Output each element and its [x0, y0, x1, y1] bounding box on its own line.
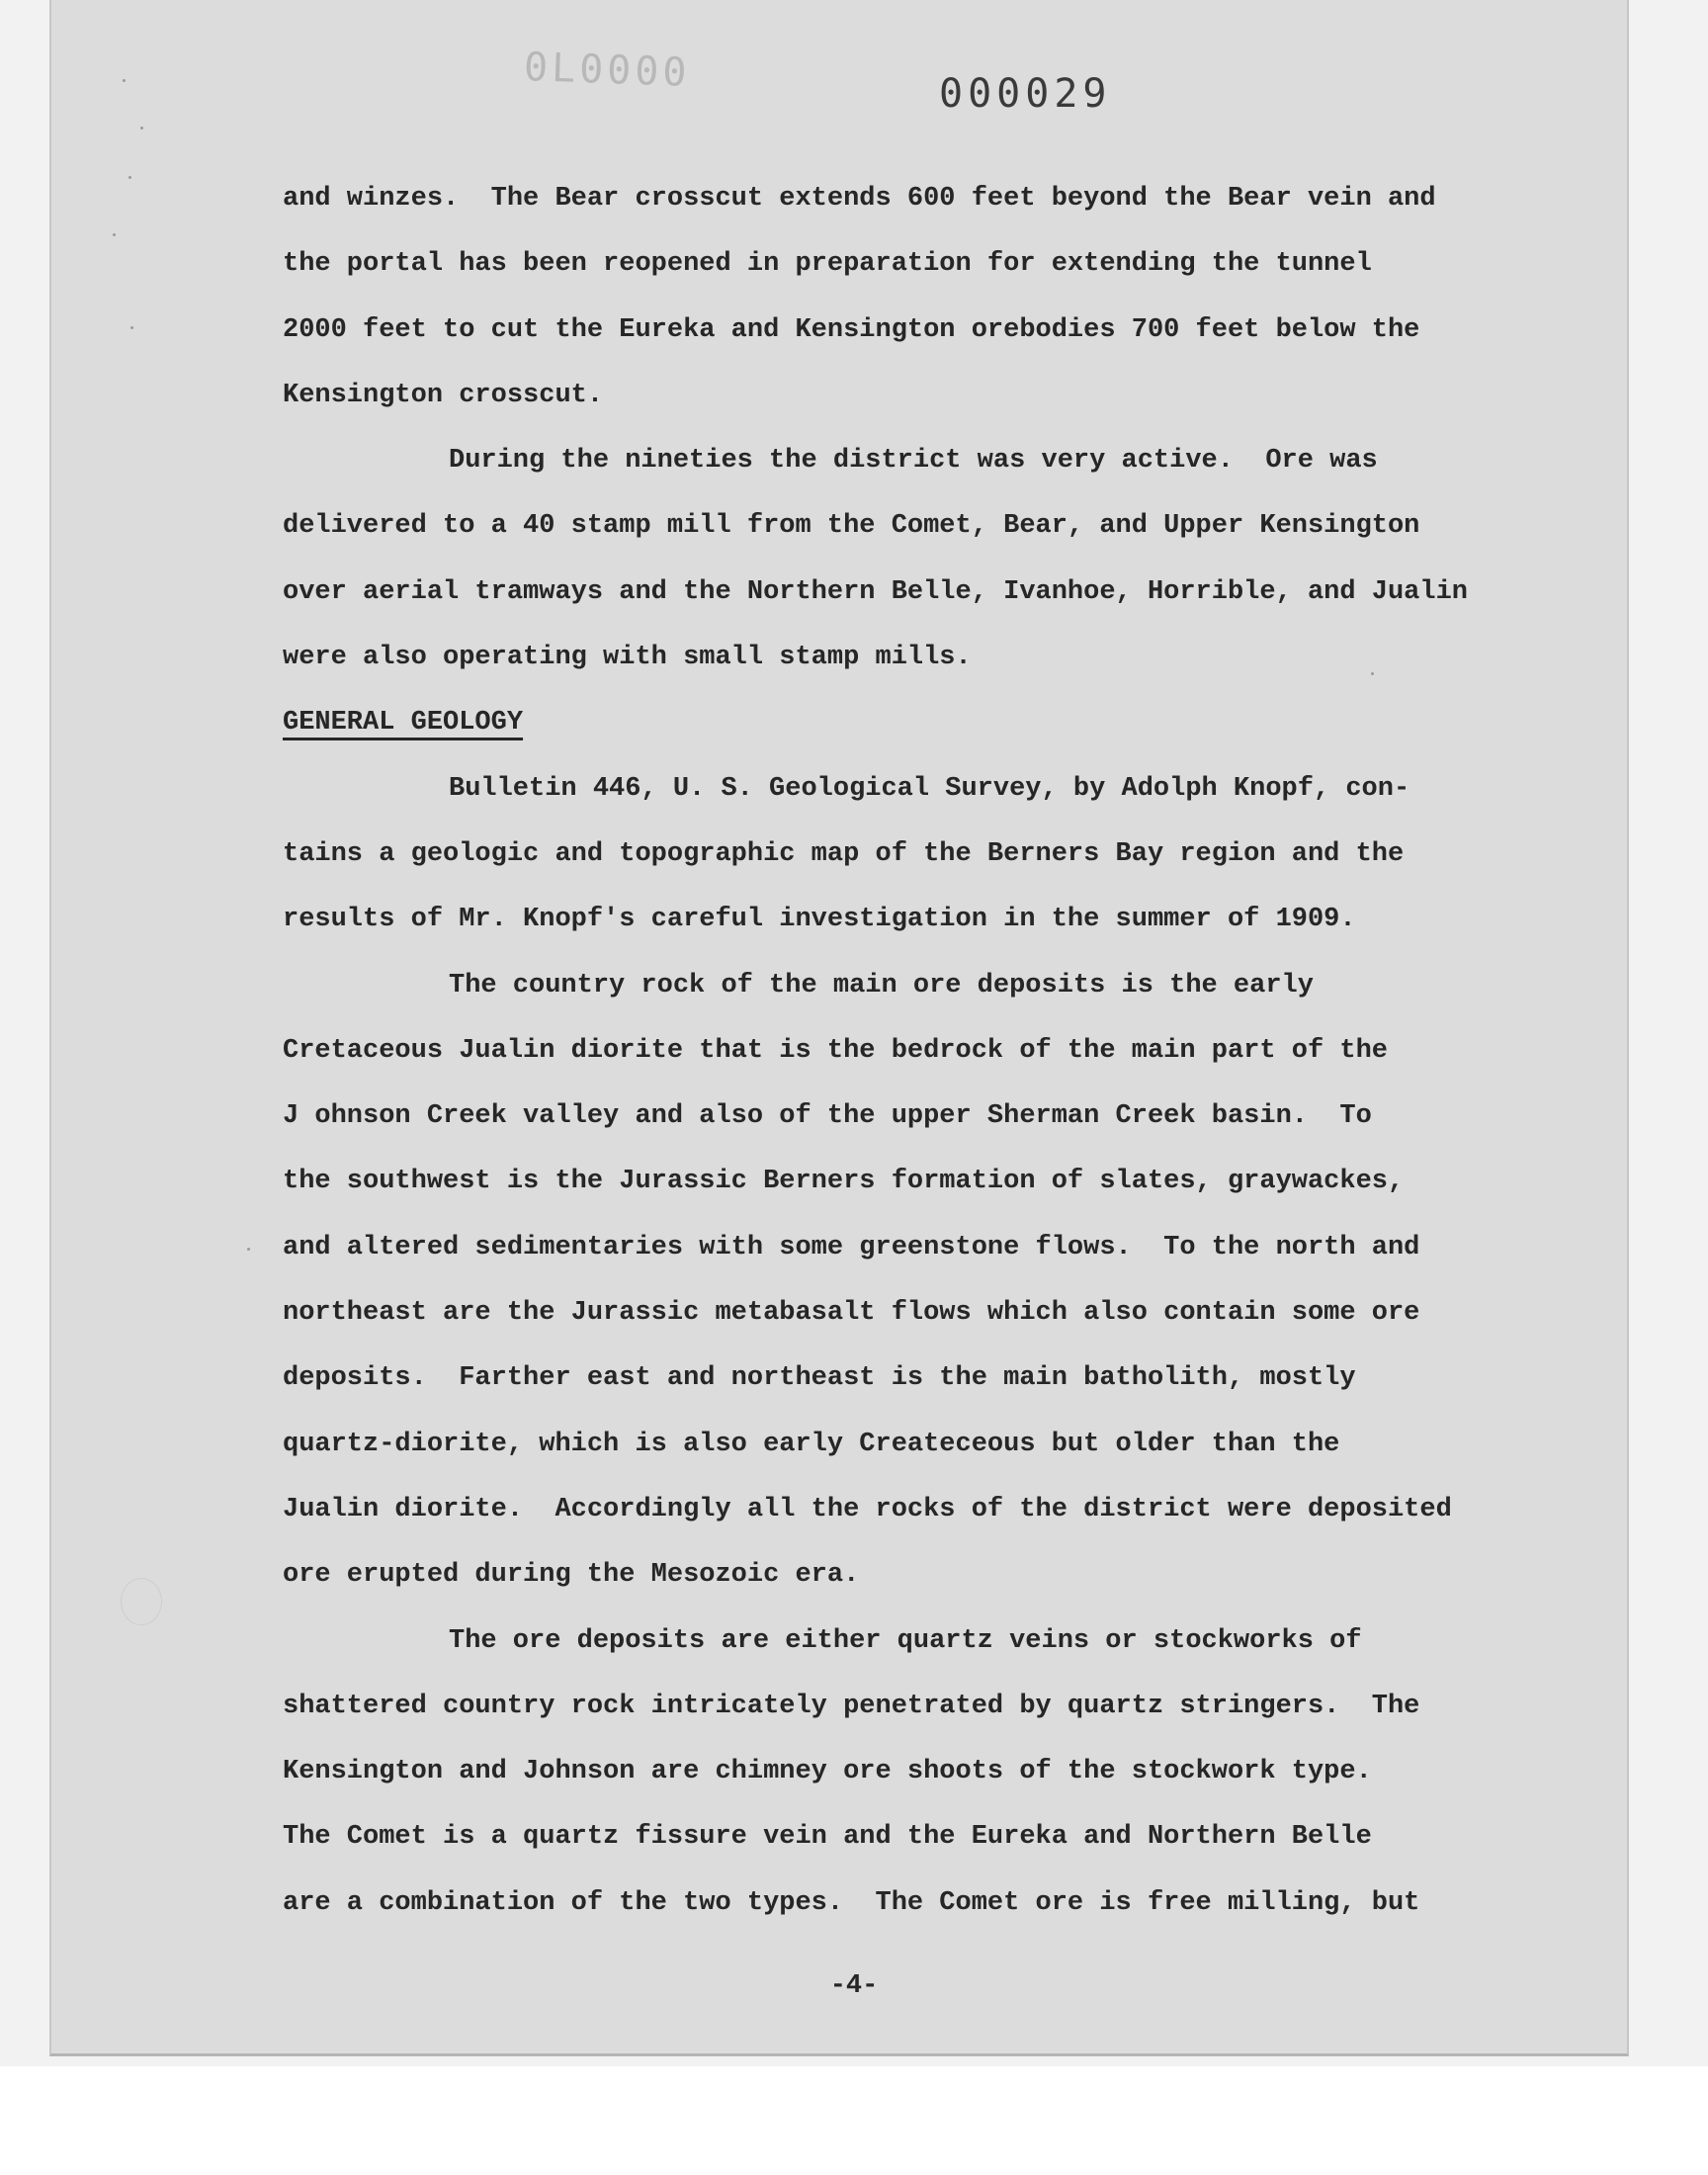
scan-smudge	[121, 1578, 162, 1625]
scan-speck	[130, 326, 133, 329]
scan-speck	[140, 127, 143, 130]
text-line: are a combination of the two types. The Comet ore is free milling, but	[283, 1887, 1420, 1918]
text-line: results of Mr. Knopf's careful investigation in the summer of 1909.	[283, 905, 1356, 935]
scan-speck	[247, 1248, 250, 1251]
text-line: and altered sedimentaries with some greenstone flows. To the north and	[283, 1232, 1420, 1262]
faint-document-stamp: 0L0000	[523, 44, 692, 96]
text-line: The Comet is a quartz fissure vein and the Eureka and Northern Belle	[283, 1822, 1372, 1853]
text-line: Kensington crosscut.	[283, 380, 604, 410]
document-number-stamp: 000029	[939, 71, 1112, 117]
text-line: 2000 feet to cut the Eureka and Kensington orebodies 700 feet below the	[283, 314, 1420, 345]
document-body	[283, 166, 1548, 1936]
text-line: ore erupted during the Mesozoic era.	[283, 1560, 860, 1591]
scan-speck	[123, 79, 126, 82]
text-line: J ohnson Creek valley and also of the upper Sherman Creek basin. To	[283, 1101, 1372, 1132]
text-line: were also operating with small stamp mills.	[283, 643, 972, 673]
text-line: the portal has been reopened in preparation for extending the tunnel	[283, 249, 1372, 280]
text-line: Kensington and Johnson are chimney ore shoots of the stockwork type.	[283, 1757, 1372, 1787]
text-line: over aerial tramways and the Northern Belle, Ivanhoe, Horrible, and Jualin	[283, 576, 1468, 607]
scan-speck	[113, 233, 116, 236]
text-line: northeast are the Jurassic metabasalt flows which also contain some ore	[283, 1298, 1420, 1329]
text-line: tains a geologic and topographic map of the Berners Bay region and the	[283, 838, 1405, 869]
section-heading-line	[283, 690, 1548, 755]
text-line: shattered country rock intricately penetrated by quartz stringers. The	[283, 1691, 1420, 1721]
text-line: and winzes. The Bear crosscut extends 600 feet beyond the Bear vein and	[283, 184, 1436, 214]
scan-speck	[128, 176, 131, 179]
text-line: delivered to a 40 stamp mill from the Comet, Bear, and Upper Kensington	[283, 511, 1420, 542]
scan-margin	[0, 2066, 1708, 2175]
text-line: quartz-diorite, which is also early Createceous but older than the	[283, 1429, 1340, 1459]
page-number: -4-	[829, 1971, 879, 2001]
text-line: The ore deposits are either quartz veins or stockworks of	[449, 1625, 1362, 1656]
section-heading: GENERAL GEOLOGY	[283, 708, 524, 739]
text-line: Bulletin 446, U. S. Geological Survey, by Adolph Knopf, con-	[449, 773, 1410, 804]
text-line: the southwest is the Jurassic Berners formation of slates, graywackes,	[283, 1167, 1405, 1197]
text-line: Cretaceous Jualin diorite that is the bedrock of the main part of the	[283, 1035, 1388, 1066]
text-line: During the nineties the district was very active. Ore was	[449, 446, 1378, 477]
text-line: The country rock of the main ore deposits is the early	[449, 970, 1314, 1000]
text-line: deposits. Farther east and northeast is the main batholith, mostly	[283, 1363, 1356, 1394]
text-line: Jualin diorite. Accordingly all the rocks of the district were deposited	[283, 1494, 1452, 1524]
